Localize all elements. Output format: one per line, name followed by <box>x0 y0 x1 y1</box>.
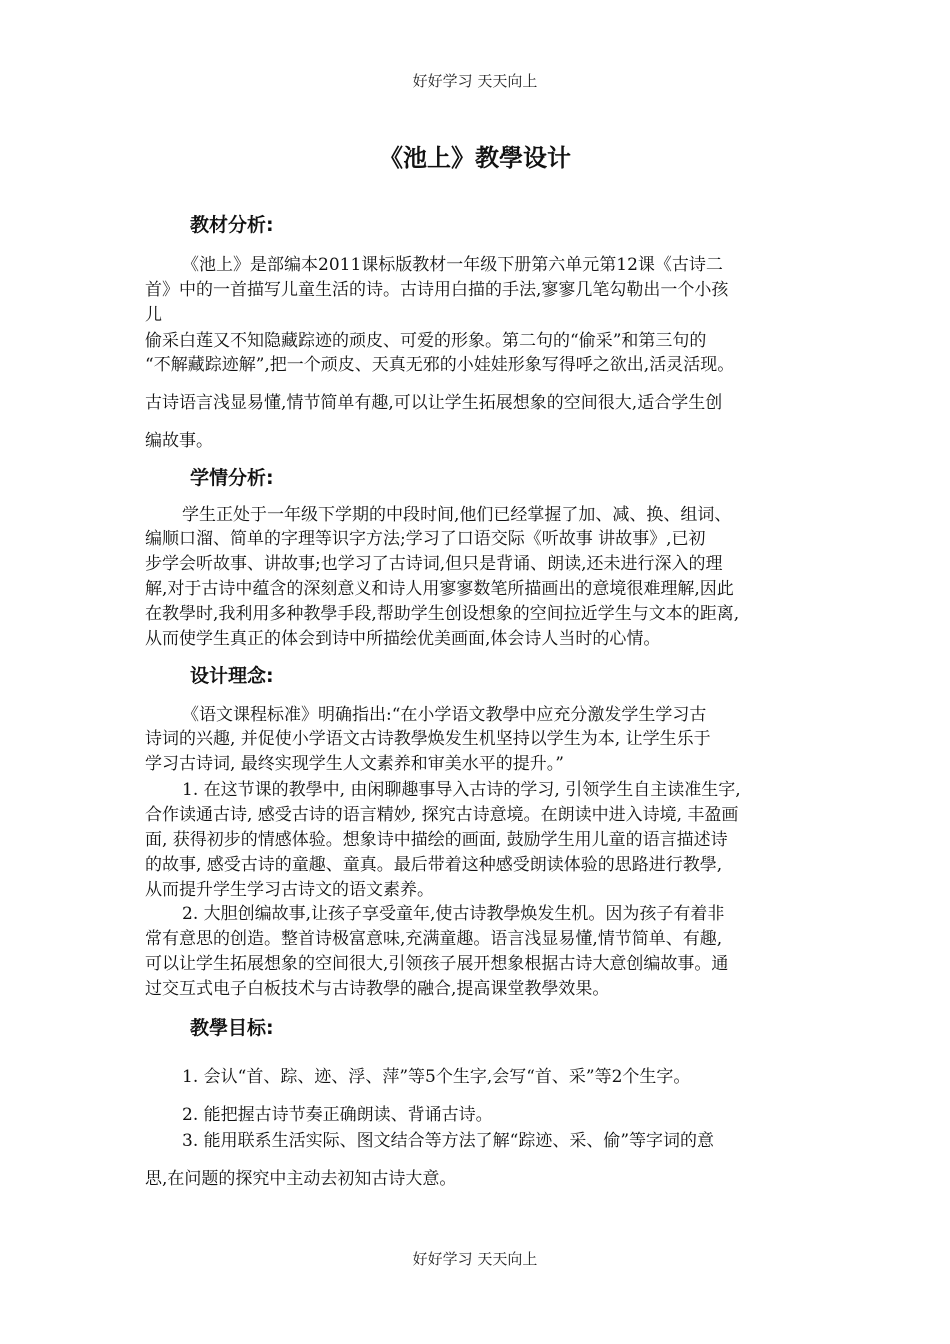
document-title: 《池上》教學设计 <box>379 143 571 172</box>
goal-item: 3. 能用联系生活实际、图文结合等方法了解“踪迹、采、偷”等字词的意 <box>182 1131 715 1151</box>
paragraph-line: “不解藏踪迹解”,把一个顽皮、天真无邪的小娃娃形象写得呼之欲出,活灵活现。 <box>145 355 735 375</box>
paragraph-line: 编故事。 <box>145 431 213 451</box>
paragraph-line: 在教學时,我利用多种教學手段,帮助学生创设想象的空间拉近学生与文本的距离, <box>145 604 740 624</box>
paragraph-line: 古诗语言浅显易懂,情节简单有趣,可以让学生拓展想象的空间很大,适合学生创 <box>145 393 723 413</box>
paragraph-line: 《语文课程标准》明确指出:“在小学语文教學中应充分激发学生学习古 <box>182 705 707 725</box>
paragraph-line: 面, 获得初步的情感体验。想象诗中描绘的画面, 鼓励学生用儿童的语言描述诗 <box>145 830 728 850</box>
paragraph-line: 偷采白莲又不知隐藏踪迹的顽皮、可爱的形象。第二句的“偷采”和第三句的 <box>145 331 707 351</box>
paragraph-line: 学生正处于一年级下学期的中段时间,他们已经掌握了加、减、换、组词、 <box>182 505 732 525</box>
paragraph-line: 从而使学生真正的体会到诗中所描绘优美画面,体会诗人当时的心情。 <box>145 629 661 649</box>
paragraph-line: 编顺口溜、简单的字理等识字方法;学习了口语交际《听故事 讲故事》,已初 <box>145 529 706 549</box>
section-heading-learner-analysis: 学情分析: <box>190 467 274 489</box>
paragraph-line: 可以让学生拓展想象的空间很大,引领孩子展开想象根据古诗大意创编故事。通 <box>145 954 729 974</box>
paragraph-line: 首》中的一首描写儿童生活的诗。古诗用白描的手法,寥寥几笔勾勒出一个小孩 <box>145 280 729 300</box>
paragraph-line: 解,对于古诗中蕴含的深刻意义和诗人用寥寥数笔所描画出的意境很难理解,因此 <box>145 579 734 599</box>
paragraph-line: 步学会听故事、讲故事;也学习了古诗词,但只是背诵、朗读,还未进行深入的理 <box>145 554 723 574</box>
paragraph-line: 诗词的兴趣, 并促使小学语文古诗教學焕发生机坚持以学生为本, 让学生乐于 <box>145 729 711 749</box>
paragraph-line: 1. 在这节课的教學中, 由闲聊趣事导入古诗的学习, 引领学生自主读准生字, <box>182 780 741 800</box>
page-header: 好好学习 天天向上 <box>412 72 538 90</box>
paragraph-line: 《池上》是部编本2011课标版教材一年级下册第六单元第12课《古诗二 <box>182 255 723 275</box>
paragraph-line: 学习古诗词, 最终实现学生人文素养和审美水平的提升。” <box>145 754 564 774</box>
goal-item: 思,在问题的探究中主动去初知古诗大意。 <box>145 1169 457 1189</box>
section-heading-material-analysis: 教材分析: <box>190 214 274 236</box>
paragraph-line: 合作读通古诗, 感受古诗的语言精妙, 探究古诗意境。在朗读中进入诗境, 丰盈画 <box>145 805 739 825</box>
section-heading-teaching-goals: 教學目标: <box>190 1017 274 1039</box>
goal-item: 2. 能把握古诗节奏正确朗读、背诵古诗。 <box>182 1105 493 1125</box>
goal-item: 1. 会认“首、踪、迹、浮、萍”等5个生字,会写“首、采”等2个生字。 <box>182 1067 691 1087</box>
paragraph-line: 的故事, 感受古诗的童趣、童真。最后带着这种感受朗读体验的思路进行教學, <box>145 855 723 875</box>
section-heading-design-concept: 设计理念: <box>190 665 274 687</box>
paragraph-line: 2. 大胆创编故事,让孩子享受童年,使古诗教學焕发生机。因为孩子有着非 <box>182 904 725 924</box>
paragraph-line: 常有意思的创造。整首诗极富意味,充满童趣。语言浅显易懂,情节简单、有趣, <box>145 929 723 949</box>
paragraph-line: 过交互式电子白板技术与古诗教學的融合,提高课堂教學效果。 <box>145 979 610 999</box>
paragraph-line: 从而提升学生学习古诗文的语文素养。 <box>145 880 434 900</box>
page-footer: 好好学习 天天向上 <box>412 1250 538 1268</box>
paragraph-line: 儿 <box>145 305 162 325</box>
